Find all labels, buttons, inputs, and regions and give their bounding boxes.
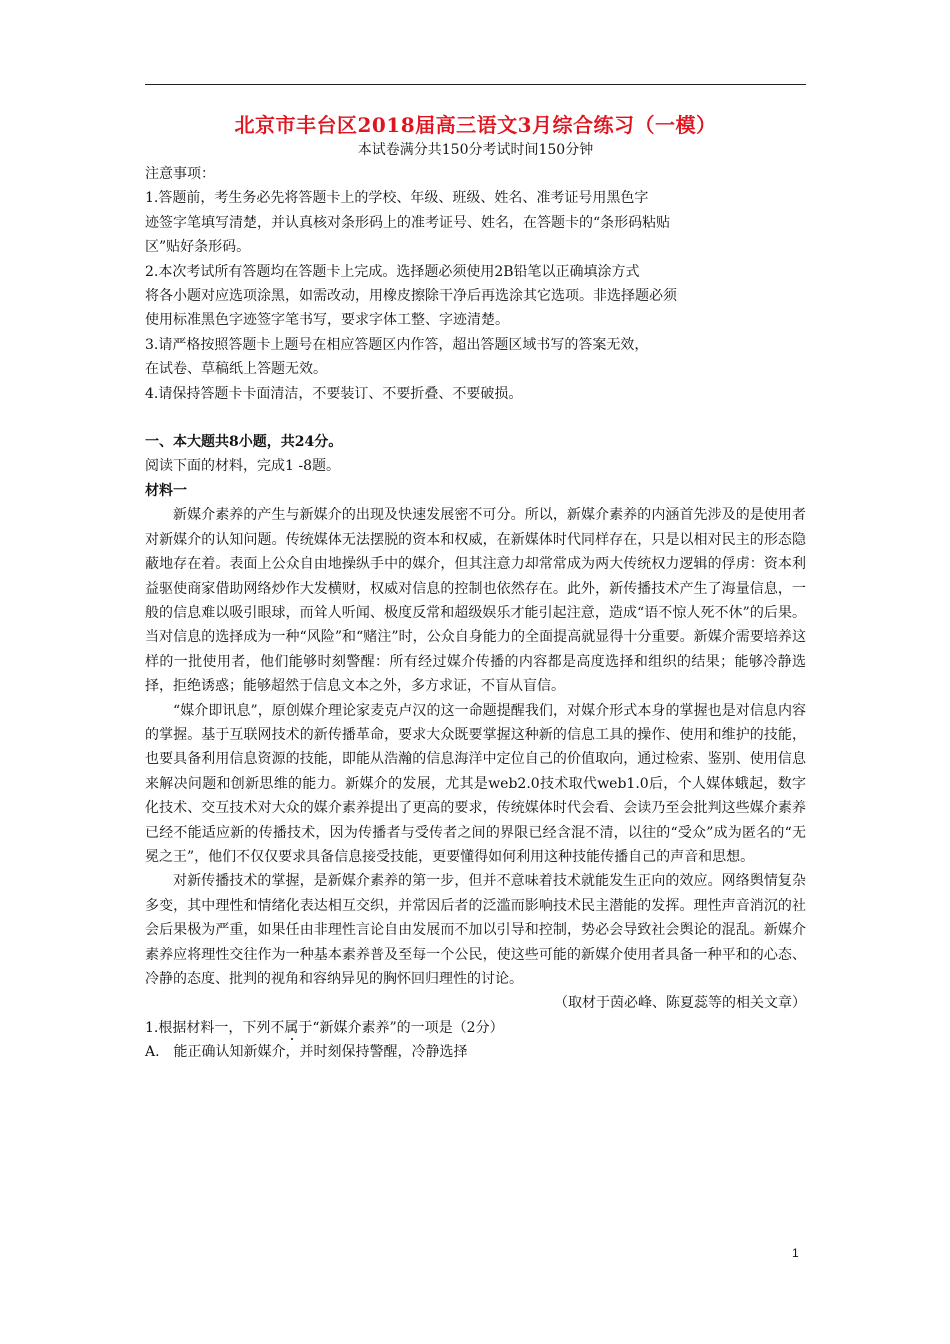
spacer xyxy=(145,406,806,430)
question-stem-end: “新媒介素养”的一项是（2分） xyxy=(312,1019,504,1036)
notice-line: 在试卷、草稿纸上答题无效。 xyxy=(145,361,327,378)
document-page xyxy=(145,110,806,1065)
section-instruction: 阅读下面的材料，完成1 -8题。 xyxy=(145,458,340,475)
page-title: 北京市丰台区2018届高三语文3月综合练习（一模） xyxy=(234,113,717,137)
question-stem xyxy=(145,1016,806,1040)
notice-list xyxy=(145,186,806,406)
notice-heading: 注意事项： xyxy=(145,166,215,182)
material-paragraph: 新媒介素养的产生与新媒介的出现及快速发展密不可分。所以，新媒介素养的内涵首先涉及的是使用者对新媒介的认知问题。传统媒体无法摆脱的资本和权威，在新媒体时代同样存在，只是以相对民主的形态隐蔽地存在着。表面上公众自由地操纵手中的媒介，但其注意力却常常成为两大传统权力逻辑的俘虏：资本利益驱使商家借助网络炒作大发横财，权威对信息的控制也依然存在。此外，新传播技术产生了海量信息，一般的信息难以吸引眼球，而耸人听闻、极度反常和超级娱乐才能引起注意，造成“语不惊人死不休”的后果。当对信息的选择成为一种“风险”和“赌注”时，公众自身能力的全面提高就显得十分重要。新媒介需要培养这样的一批使用者，他们能够时刻警醒：所有经过媒介传播的内容都是高度选择和组织的结果；能够冷静选择，拒绝诱惑；能够超然于信息文本之外，多方求证，不盲从盲信。 xyxy=(145,507,806,695)
notice-line: 1.答题前，考生务必先将答题卡上的学校、年级、班级、姓名、准考证号用黑色字 xyxy=(145,190,649,207)
material-source: （取材于茵必峰、陈夏蕊等的相关文章） xyxy=(554,995,806,1012)
page-number: 1 xyxy=(792,1246,799,1260)
notice-line: 区”贴好条形码。 xyxy=(145,239,251,256)
header-rule xyxy=(145,84,806,85)
notice-line: 4.请保持答题卡卡面清洁，不要装订、不要折叠、不要破损。 xyxy=(145,385,523,402)
notice-line: 将各小题对应选项涂黑，如需改动，用橡皮擦除干净后再选涂其它选项。非选择题必须 xyxy=(145,288,677,305)
material-paragraph: 对新传播技术的掌握，是新媒介素养的第一步，但并不意味着技术就能发生正向的效应。网络舆情复杂多变，其中理性和情绪化表达相互交织，并常因后者的泛滥而影响技术民主潜能的发挥。理性声音消沉的社会后果极为严重，如果任由非理性言论自由发展而不加以引导和控制，势必会导致社会舆论的混乱。新媒介素养应将理性交往作为一种基本素养普及至每一个公民，使这些可能的新媒介使用者具备一种平和的心态、冷静的态度、批判的视角和容纳异见的胸怀回归理性的讨论。 xyxy=(145,873,806,987)
notice-line: 3.请严格按照答题卡上题号在相应答题区内作答，超出答题区域书写的答案无效， xyxy=(145,336,649,353)
notice-line: 迹签字笔填写清楚，并认真核对条形码上的准考证号、姓名，在答题卡的“条形码粘贴 xyxy=(145,214,671,231)
question-stem-start: 1.根据材料一，下列 xyxy=(145,1019,271,1036)
notice-line: 使用标准黑色字迹签字笔书写，要求字体工整、字迹清楚。 xyxy=(145,312,509,329)
material-paragraph: “媒介即讯息”，原创媒介理论家麦克卢汉的这一命题提醒我们，对媒介形式本身的掌握也是对信息内容的掌握。基于互联网技术的新传播革命，要求大众既要掌握这种新的信息工具的操作、使用和维护的技能，也要具备利用信息资源的技能，即能从浩瀚的信息海洋中定位自己的价值取向，通过检索、鉴别、使用信息来解决问题和创新思维的能力。新媒介的发展，尤其是web2.0技术取代web1.0后，个人媒体蛾起，数字化技术、交互技术对大众的媒介素养提出了更高的要求，传统媒体时代会看、会读乃至会批判这些媒介素养已经不能适应新的传播技术，因为传播者与受传者之间的界限已经含混不清，以往的“受众”成为匿名的“无冕之王”，他们不仅仅要求具备信息接受技能，更要懂得如何利用这种技能传播自己的声音和思想。 xyxy=(145,702,806,865)
material-label: 材料一 xyxy=(145,482,187,499)
exam-info: 本试卷满分共150分考试时间150分钟 xyxy=(357,142,594,158)
option-a: A. 能正确认知新媒介，并时刻保持警醒，冷静选择 xyxy=(145,1044,468,1061)
notice-line: 2.本次考试所有答题均在答题卡上完成。选择题必须使用2B铅笔以正确填涂方式 xyxy=(145,263,640,280)
emphasized-term: 不属于 xyxy=(270,1019,313,1036)
section-heading: 一、本大题共8小题，共24分。 xyxy=(145,434,343,451)
